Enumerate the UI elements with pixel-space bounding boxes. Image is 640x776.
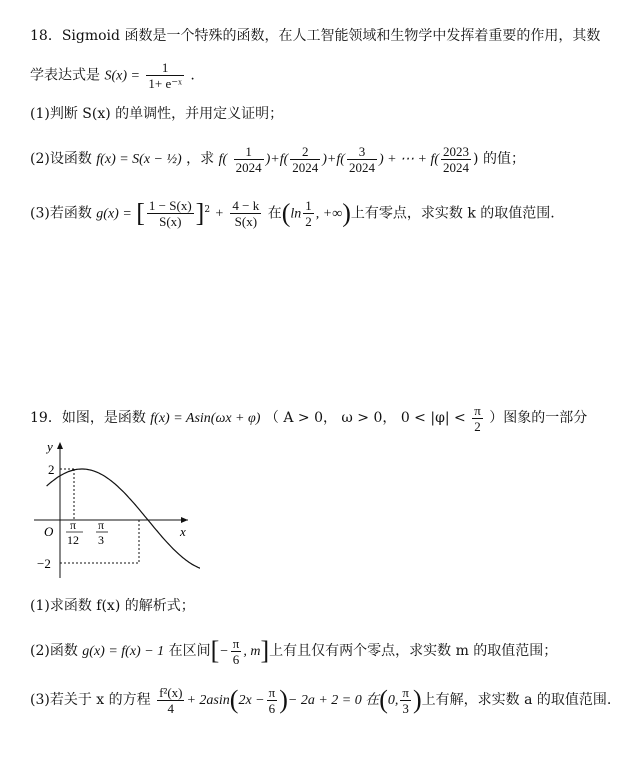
q18-formula-prefix: 学表达式是 (30, 67, 100, 84)
q18-p2-dots: ) + ⋯ + f( (378, 152, 440, 167)
q18-p2-def: f(x) = S(x − ½) (96, 152, 182, 167)
f-squared-over-4 (157, 685, 184, 716)
q18-p2-frac1 (234, 144, 264, 175)
sine-graph (30, 436, 200, 586)
int-pi-den: 3 (402, 700, 409, 716)
frac1-den: 2024 (235, 159, 262, 175)
q18-part3 (30, 190, 620, 235)
sigmoid-fraction (146, 60, 183, 91)
q19-part2 (30, 634, 620, 669)
q18-part1-text: (1)判断 S(x) 的单调性，并用定义证明； (30, 106, 284, 122)
plus-f-2: )+f( (322, 152, 345, 167)
q18-part2 (30, 142, 620, 177)
interval-inf: , +∞ (315, 206, 343, 222)
fsq-num: f²(x) (159, 684, 183, 700)
q18-p3-frac1 (147, 198, 194, 229)
half-num: 1 (305, 198, 312, 214)
q18-p2-mid: ，求 (186, 151, 215, 167)
arg-pi-num: π (268, 684, 276, 700)
int-close-paren: ) (412, 685, 422, 714)
q18-p2-frac3 (347, 144, 377, 175)
q19-p3-mid: + 2asin (186, 693, 230, 708)
right-bracket: ] (195, 198, 205, 228)
sigmoid-denominator: 1+ e⁻ˣ (148, 76, 182, 91)
open-paren: ( (281, 198, 291, 228)
q19-part1-text: (1)求函数 f(x) 的解析式； (30, 598, 195, 614)
q19-function: f(x) = Asin(ωx + φ) (150, 411, 261, 426)
arg-pi-den: 6 (268, 700, 276, 716)
plus-sign: + (214, 206, 224, 222)
q19-p2-mid: 在区间 (168, 643, 211, 659)
q18-part1 (30, 104, 620, 124)
y-axis-label: y (47, 439, 53, 454)
q19-part3 (30, 680, 620, 721)
y-axis-arrow (57, 442, 63, 449)
q19-p3-tail: − 2a + 2 = 0 在 (287, 693, 380, 708)
left-bracket: [ (136, 198, 145, 228)
q19-conditions: （ A > 0， ω > 0， 0 < |φ| < (264, 410, 466, 426)
q18-p2-suffix: ) 的值； (473, 151, 525, 167)
q19-intro (30, 402, 620, 435)
square-exponent: 2 (204, 205, 211, 215)
q19-p2-suffix: 上有且仅有两个零点，求实数 m 的取值范围； (269, 643, 558, 659)
tick1-den: 12 (67, 533, 79, 547)
p3-frac2-den: S(x) (234, 214, 258, 230)
arg-close-paren: ) (279, 685, 288, 714)
sigmoid-numerator: 1 (146, 60, 183, 76)
frac2-num: 2 (290, 144, 320, 160)
int-open-paren: ( (379, 685, 388, 714)
frac4-num: 2023 (443, 143, 470, 159)
pi-sixth (231, 636, 242, 667)
pi-half-num: π (474, 402, 481, 418)
int-pi-third (400, 685, 411, 716)
pi-sixth-num: π (232, 635, 240, 651)
right-square-bracket: ] (260, 636, 270, 665)
frac1-num: 1 (234, 144, 264, 160)
q18-p2-frac4 (441, 144, 471, 175)
q18-intro (30, 26, 620, 46)
x-axis-label: x (180, 524, 186, 539)
plus-f: )+f( (265, 152, 289, 167)
q18-p2-prefix: (2)设函数 (30, 151, 92, 167)
q18-p3-g: g(x) = (96, 206, 132, 222)
p3-frac1-num: 1 − S(x) (148, 198, 192, 214)
arg-pi-sixth (267, 685, 278, 716)
pi-half-den: 2 (474, 418, 481, 434)
origin-label: O (44, 524, 54, 539)
tick2-den: 3 (98, 533, 104, 547)
q19-pi-half (472, 403, 483, 434)
pi-sixth-den: 6 (232, 651, 240, 667)
y-max-label: 2 (48, 462, 55, 477)
q19-p2-g: g(x) = f(x) − 1 (82, 644, 165, 659)
q19-part1 (30, 596, 620, 616)
int-zero: 0, (387, 693, 399, 708)
q19-p3-prefix: (3)若关于 x 的方程 (30, 692, 151, 708)
fsq-den: 4 (167, 700, 175, 716)
sigmoid-lhs: S(x) = (104, 68, 140, 84)
q18-p3-prefix: (3)若函数 (30, 205, 92, 222)
frac4-den: 2024 (443, 159, 470, 175)
interval-m: , m (243, 644, 261, 659)
q19-p3-suffix: 上有解，求实数 a 的取值范围. (421, 692, 612, 708)
p3-frac2-num: 4 − k (232, 198, 260, 214)
arg-2x: 2x − (238, 693, 265, 708)
q18-p3-frac2 (230, 198, 261, 229)
left-square-bracket: [ (210, 636, 220, 665)
tick2-num: π (98, 518, 105, 532)
half-den: 2 (305, 214, 312, 230)
q19-p2-prefix: (2)函数 (30, 643, 78, 659)
ln-text: ln (290, 206, 302, 222)
p3-frac1-den: S(x) (159, 214, 182, 230)
int-pi-num: π (402, 684, 409, 700)
close-paren: ) (342, 198, 351, 228)
minus-sign: − (219, 644, 229, 659)
q19-intro-a: 19．如图，是函数 (30, 410, 146, 426)
y-min-label: −2 (37, 556, 51, 571)
q18-p2-frac2 (290, 144, 320, 175)
q18-formula (30, 60, 620, 92)
q18-p3-in: 在 (267, 205, 282, 222)
tick1-num: π (70, 518, 77, 532)
formula-period: . (190, 67, 195, 84)
q19-intro-b: ）图象的一部分 (489, 410, 588, 426)
q18-p3-suffix: 上有零点，求实数 k 的取值范围. (350, 205, 555, 222)
half-fraction (303, 198, 314, 229)
frac3-den: 2024 (348, 159, 375, 175)
arg-open-paren: ( (229, 685, 239, 714)
frac2-den: 2024 (292, 159, 319, 175)
q18-intro-text: 18．Sigmoid 函数是一个特殊的函数，在人工智能领域和生物学中发挥着重要的作用，其数 (30, 28, 601, 44)
frac3-num: 3 (347, 144, 377, 160)
q18-p2-sum-open: f( (218, 152, 228, 167)
x-axis-arrow (181, 517, 188, 523)
